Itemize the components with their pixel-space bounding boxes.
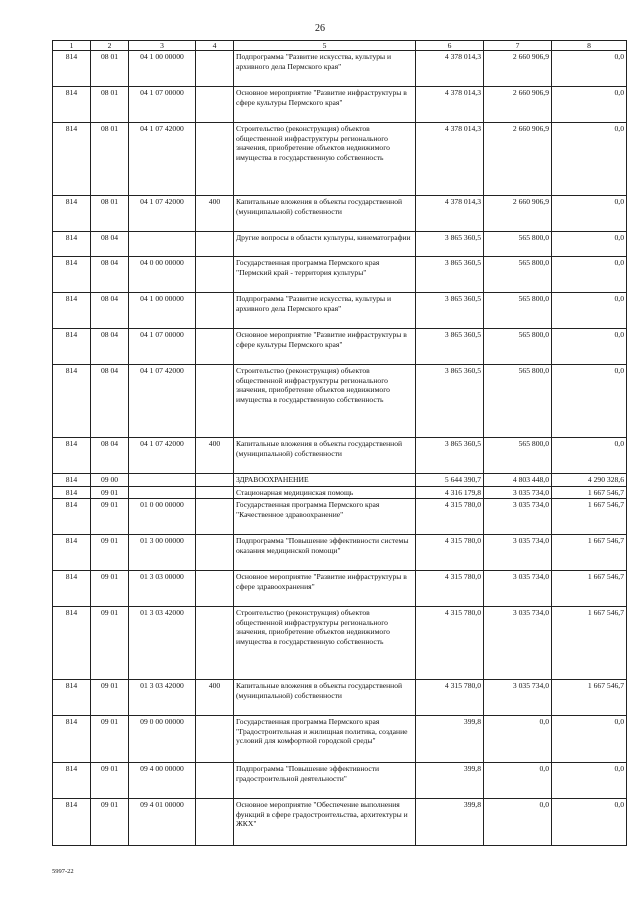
table-row bbox=[53, 607, 627, 680]
cell-amount-col8: 1 667 546,7 bbox=[552, 571, 627, 607]
cell-expense-type bbox=[196, 123, 234, 196]
cell-amount-col6: 4 316 179,8 bbox=[416, 486, 484, 498]
cell-admin-code: 814 bbox=[53, 257, 91, 293]
cell-amount-col8: 0,0 bbox=[552, 438, 627, 474]
table-row bbox=[53, 535, 627, 571]
cell-target-article: 04 1 07 00000 bbox=[129, 87, 196, 123]
column-header-4: 4 bbox=[196, 41, 234, 51]
cell-amount-col7: 3 035 734,0 bbox=[484, 607, 552, 680]
cell-section-code: 08 01 bbox=[91, 87, 129, 123]
cell-target-article bbox=[129, 486, 196, 498]
cell-section-code: 08 01 bbox=[91, 51, 129, 87]
cell-target-article: 09 4 00 00000 bbox=[129, 763, 196, 799]
cell-expense-type: 400 bbox=[196, 438, 234, 474]
cell-amount-col7: 2 660 906,9 bbox=[484, 123, 552, 196]
cell-amount-col8: 0,0 bbox=[552, 329, 627, 365]
cell-target-article: 04 1 00 00000 bbox=[129, 293, 196, 329]
cell-description: Основное мероприятие "Обеспечение выполнения функций в сфере градостроительства, архитектуры и ЖКХ" bbox=[234, 799, 416, 846]
cell-amount-col8: 0,0 bbox=[552, 257, 627, 293]
cell-expense-type: 400 bbox=[196, 680, 234, 716]
cell-target-article: 01 0 00 00000 bbox=[129, 499, 196, 535]
table-row bbox=[53, 365, 627, 438]
cell-expense-type bbox=[196, 257, 234, 293]
cell-admin-code: 814 bbox=[53, 196, 91, 232]
cell-amount-col8: 0,0 bbox=[552, 763, 627, 799]
cell-target-article: 04 1 07 00000 bbox=[129, 329, 196, 365]
cell-section-code: 08 04 bbox=[91, 232, 129, 257]
cell-amount-col8: 0,0 bbox=[552, 123, 627, 196]
cell-target-article: 09 4 01 00000 bbox=[129, 799, 196, 846]
table-row bbox=[53, 763, 627, 799]
cell-amount-col8: 1 667 546,7 bbox=[552, 486, 627, 498]
table-row bbox=[53, 196, 627, 232]
cell-amount-col6: 3 865 360,5 bbox=[416, 257, 484, 293]
cell-amount-col6: 3 865 360,5 bbox=[416, 365, 484, 438]
cell-admin-code: 814 bbox=[53, 474, 91, 486]
column-header-5: 5 bbox=[234, 41, 416, 51]
cell-amount-col7: 2 660 906,9 bbox=[484, 196, 552, 232]
table-row bbox=[53, 799, 627, 846]
cell-expense-type bbox=[196, 763, 234, 799]
cell-amount-col7: 3 035 734,0 bbox=[484, 486, 552, 498]
cell-admin-code: 814 bbox=[53, 763, 91, 799]
cell-target-article: 09 0 00 00000 bbox=[129, 716, 196, 763]
cell-expense-type bbox=[196, 87, 234, 123]
cell-expense-type bbox=[196, 716, 234, 763]
cell-target-article bbox=[129, 232, 196, 257]
cell-amount-col8: 0,0 bbox=[552, 716, 627, 763]
cell-expense-type bbox=[196, 232, 234, 257]
table-row bbox=[53, 571, 627, 607]
cell-admin-code: 814 bbox=[53, 486, 91, 498]
cell-amount-col7: 3 035 734,0 bbox=[484, 680, 552, 716]
cell-admin-code: 814 bbox=[53, 438, 91, 474]
cell-target-article: 04 1 07 42000 bbox=[129, 123, 196, 196]
cell-admin-code: 814 bbox=[53, 799, 91, 846]
cell-expense-type bbox=[196, 51, 234, 87]
cell-amount-col6: 4 315 780,0 bbox=[416, 680, 484, 716]
cell-amount-col7: 0,0 bbox=[484, 763, 552, 799]
column-header-3: 3 bbox=[129, 41, 196, 51]
cell-amount-col7: 2 660 906,9 bbox=[484, 51, 552, 87]
column-header-2: 2 bbox=[91, 41, 129, 51]
cell-admin-code: 814 bbox=[53, 680, 91, 716]
table-row bbox=[53, 87, 627, 123]
cell-amount-col7: 565 800,0 bbox=[484, 329, 552, 365]
table-row bbox=[53, 123, 627, 196]
cell-expense-type bbox=[196, 799, 234, 846]
cell-amount-col7: 0,0 bbox=[484, 799, 552, 846]
cell-amount-col6: 4 315 780,0 bbox=[416, 499, 484, 535]
table-body bbox=[53, 51, 627, 846]
table-row bbox=[53, 257, 627, 293]
cell-expense-type bbox=[196, 486, 234, 498]
page-number: 26 bbox=[315, 23, 325, 34]
cell-admin-code: 814 bbox=[53, 499, 91, 535]
cell-expense-type bbox=[196, 607, 234, 680]
cell-section-code: 09 01 bbox=[91, 799, 129, 846]
cell-description: Другие вопросы в области культуры, кинематографии bbox=[234, 232, 416, 257]
cell-target-article: 04 1 07 42000 bbox=[129, 196, 196, 232]
cell-admin-code: 814 bbox=[53, 716, 91, 763]
table-row bbox=[53, 438, 627, 474]
table-row bbox=[53, 680, 627, 716]
cell-description: Подпрограмма "Развитие искусства, культуры и архивного дела Пермского края" bbox=[234, 51, 416, 87]
cell-target-article: 04 1 00 00000 bbox=[129, 51, 196, 87]
cell-admin-code: 814 bbox=[53, 123, 91, 196]
cell-amount-col8: 0,0 bbox=[552, 293, 627, 329]
cell-admin-code: 814 bbox=[53, 607, 91, 680]
cell-section-code: 09 01 bbox=[91, 680, 129, 716]
cell-amount-col6: 5 644 390,7 bbox=[416, 474, 484, 486]
cell-amount-col6: 4 378 014,3 bbox=[416, 87, 484, 123]
cell-amount-col6: 3 865 360,5 bbox=[416, 293, 484, 329]
cell-target-article: 01 3 03 42000 bbox=[129, 607, 196, 680]
cell-amount-col8: 0,0 bbox=[552, 365, 627, 438]
cell-amount-col8: 1 667 546,7 bbox=[552, 535, 627, 571]
cell-amount-col7: 565 800,0 bbox=[484, 293, 552, 329]
cell-description: Основное мероприятие "Развитие инфраструктуры в сфере культуры Пермского края" bbox=[234, 329, 416, 365]
cell-description: Строительство (реконструкция) объектов общественной инфраструктуры регионального значения, приобретение объектов недвижимого имущества в государственную собственность bbox=[234, 123, 416, 196]
cell-section-code: 09 01 bbox=[91, 486, 129, 498]
cell-description: Государственная программа Пермского края "Градостроительная и жилищная политика, создание условий для комфортной городской среды" bbox=[234, 716, 416, 763]
cell-section-code: 09 01 bbox=[91, 716, 129, 763]
cell-amount-col7: 565 800,0 bbox=[484, 257, 552, 293]
cell-section-code: 09 01 bbox=[91, 571, 129, 607]
cell-amount-col6: 3 865 360,5 bbox=[416, 438, 484, 474]
cell-description: Строительство (реконструкция) объектов общественной инфраструктуры регионального значения, приобретение объектов недвижимого имущества в государственную собственность bbox=[234, 607, 416, 680]
cell-expense-type bbox=[196, 365, 234, 438]
cell-amount-col7: 3 035 734,0 bbox=[484, 535, 552, 571]
cell-section-code: 08 01 bbox=[91, 196, 129, 232]
cell-amount-col8: 0,0 bbox=[552, 799, 627, 846]
column-header-1: 1 bbox=[53, 41, 91, 51]
cell-amount-col8: 1 667 546,7 bbox=[552, 607, 627, 680]
table-row bbox=[53, 486, 627, 498]
cell-amount-col8: 0,0 bbox=[552, 51, 627, 87]
cell-amount-col6: 4 315 780,0 bbox=[416, 535, 484, 571]
cell-target-article: 04 1 07 42000 bbox=[129, 438, 196, 474]
cell-target-article: 04 0 00 00000 bbox=[129, 257, 196, 293]
table-row bbox=[53, 293, 627, 329]
cell-expense-type bbox=[196, 293, 234, 329]
cell-admin-code: 814 bbox=[53, 232, 91, 257]
cell-expense-type bbox=[196, 499, 234, 535]
cell-amount-col7: 4 803 448,0 bbox=[484, 474, 552, 486]
cell-expense-type: 400 bbox=[196, 196, 234, 232]
budget-table bbox=[52, 40, 627, 846]
cell-amount-col6: 4 378 014,3 bbox=[416, 196, 484, 232]
cell-amount-col6: 3 865 360,5 bbox=[416, 232, 484, 257]
table-row bbox=[53, 232, 627, 257]
table-row bbox=[53, 716, 627, 763]
cell-target-article: 01 3 00 00000 bbox=[129, 535, 196, 571]
cell-amount-col7: 565 800,0 bbox=[484, 365, 552, 438]
cell-section-code: 08 04 bbox=[91, 293, 129, 329]
table-header-row bbox=[53, 41, 627, 51]
column-header-8: 8 bbox=[552, 41, 627, 51]
cell-amount-col8: 1 667 546,7 bbox=[552, 680, 627, 716]
cell-amount-col8: 0,0 bbox=[552, 196, 627, 232]
cell-amount-col6: 399,8 bbox=[416, 763, 484, 799]
cell-amount-col6: 4 378 014,3 bbox=[416, 123, 484, 196]
cell-amount-col8: 4 290 328,6 bbox=[552, 474, 627, 486]
table-row bbox=[53, 51, 627, 87]
cell-admin-code: 814 bbox=[53, 329, 91, 365]
cell-admin-code: 814 bbox=[53, 365, 91, 438]
cell-target-article: 01 3 03 42000 bbox=[129, 680, 196, 716]
cell-admin-code: 814 bbox=[53, 571, 91, 607]
cell-admin-code: 814 bbox=[53, 51, 91, 87]
cell-section-code: 09 01 bbox=[91, 535, 129, 571]
cell-amount-col8: 0,0 bbox=[552, 87, 627, 123]
cell-amount-col6: 399,8 bbox=[416, 799, 484, 846]
table-row bbox=[53, 474, 627, 486]
column-header-7: 7 bbox=[484, 41, 552, 51]
cell-amount-col6: 4 315 780,0 bbox=[416, 607, 484, 680]
cell-target-article: 01 3 03 00000 bbox=[129, 571, 196, 607]
cell-description: Государственная программа Пермского края "Качественное здравоохранение" bbox=[234, 499, 416, 535]
cell-description: Подпрограмма "Повышение эффективности системы оказания медицинской помощи" bbox=[234, 535, 416, 571]
cell-amount-col6: 4 315 780,0 bbox=[416, 571, 484, 607]
cell-description: Капитальные вложения в объекты государственной (муниципальной) собственности bbox=[234, 680, 416, 716]
cell-description: Капитальные вложения в объекты государственной (муниципальной) собственности bbox=[234, 196, 416, 232]
table-row bbox=[53, 329, 627, 365]
cell-admin-code: 814 bbox=[53, 535, 91, 571]
cell-expense-type bbox=[196, 535, 234, 571]
cell-section-code: 09 01 bbox=[91, 763, 129, 799]
cell-section-code: 08 04 bbox=[91, 329, 129, 365]
cell-amount-col6: 399,8 bbox=[416, 716, 484, 763]
cell-description: Государственная программа Пермского края "Пермский край - территория культуры" bbox=[234, 257, 416, 293]
cell-amount-col7: 565 800,0 bbox=[484, 232, 552, 257]
cell-amount-col8: 0,0 bbox=[552, 232, 627, 257]
cell-target-article: 04 1 07 42000 bbox=[129, 365, 196, 438]
footer-code: 5997-22 bbox=[52, 868, 74, 875]
cell-section-code: 08 04 bbox=[91, 257, 129, 293]
cell-amount-col6: 3 865 360,5 bbox=[416, 329, 484, 365]
cell-description: Строительство (реконструкция) объектов общественной инфраструктуры регионального значения, приобретение объектов недвижимого имущества в государственную собственность bbox=[234, 365, 416, 438]
cell-description: Стационарная медицинская помощь bbox=[234, 486, 416, 498]
cell-section-code: 09 00 bbox=[91, 474, 129, 486]
cell-section-code: 09 01 bbox=[91, 607, 129, 680]
cell-target-article bbox=[129, 474, 196, 486]
cell-section-code: 08 01 bbox=[91, 123, 129, 196]
cell-description: Подпрограмма "Развитие искусства, культуры и архивного дела Пермского края" bbox=[234, 293, 416, 329]
cell-description: Капитальные вложения в объекты государственной (муниципальной) собственности bbox=[234, 438, 416, 474]
cell-description: Основное мероприятие "Развитие инфраструктуры в сфере культуры Пермского края" bbox=[234, 87, 416, 123]
column-header-6: 6 bbox=[416, 41, 484, 51]
cell-description: Основное мероприятие "Развитие инфраструктуры в сфере здравоохранения" bbox=[234, 571, 416, 607]
cell-amount-col7: 3 035 734,0 bbox=[484, 499, 552, 535]
cell-amount-col6: 4 378 014,3 bbox=[416, 51, 484, 87]
cell-description: Подпрограмма "Повышение эффективности градостроительной деятельности" bbox=[234, 763, 416, 799]
cell-amount-col7: 0,0 bbox=[484, 716, 552, 763]
cell-section-code: 08 04 bbox=[91, 365, 129, 438]
cell-amount-col8: 1 667 546,7 bbox=[552, 499, 627, 535]
cell-section-code: 08 04 bbox=[91, 438, 129, 474]
cell-amount-col7: 565 800,0 bbox=[484, 438, 552, 474]
cell-expense-type bbox=[196, 474, 234, 486]
table-row bbox=[53, 499, 627, 535]
cell-expense-type bbox=[196, 571, 234, 607]
cell-expense-type bbox=[196, 329, 234, 365]
cell-section-code: 09 01 bbox=[91, 499, 129, 535]
cell-amount-col7: 3 035 734,0 bbox=[484, 571, 552, 607]
cell-admin-code: 814 bbox=[53, 87, 91, 123]
cell-description: ЗДРАВООХРАНЕНИЕ bbox=[234, 474, 416, 486]
cell-admin-code: 814 bbox=[53, 293, 91, 329]
cell-amount-col7: 2 660 906,9 bbox=[484, 87, 552, 123]
